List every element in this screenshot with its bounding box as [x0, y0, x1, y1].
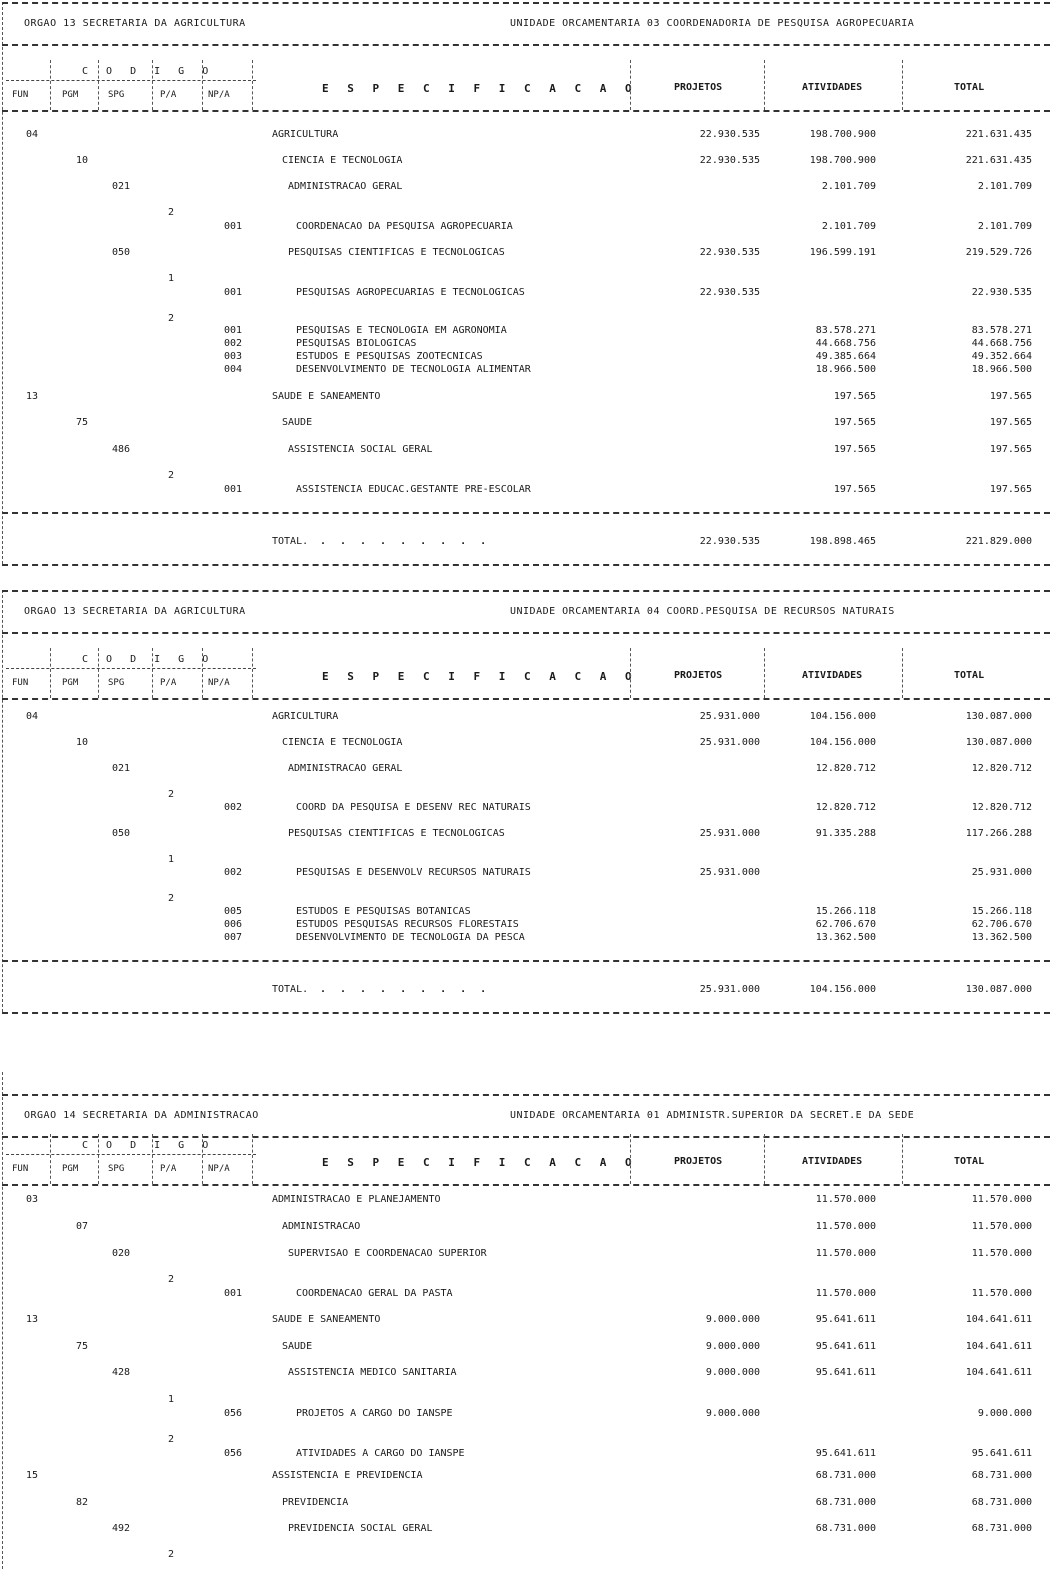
- atividades-value: 95.641.611: [815, 1314, 876, 1325]
- table-row: [2, 287, 1050, 301]
- table-row: [2, 1248, 1050, 1262]
- total-row: [2, 512, 1050, 566]
- atividades-value: 95.641.611: [815, 1367, 876, 1378]
- codigo-divider: [6, 1154, 256, 1155]
- column-divider: [202, 1134, 203, 1184]
- fun-code: 04: [26, 711, 39, 722]
- projetos-header: PROJETOS: [674, 670, 723, 681]
- especificacao-header: E S P E C I F I C A C A O: [322, 1156, 638, 1169]
- total-label: TOTAL.: [272, 536, 309, 547]
- atividades-value: 104.156.000: [809, 711, 876, 722]
- table-row: [2, 129, 1050, 143]
- atividades-value: 11.570.000: [815, 1248, 876, 1259]
- row-description: ASSISTENCIA MEDICO SANITARIA: [288, 1367, 457, 1378]
- row-description: ASSISTENCIA SOCIAL GERAL: [288, 444, 433, 455]
- fun-code: 13: [26, 1314, 39, 1325]
- dot-leader: .........: [320, 984, 501, 995]
- total-value: 11.570.000: [971, 1221, 1032, 1232]
- table-row: [2, 1549, 1050, 1563]
- subheader-fun: FUN: [12, 678, 29, 688]
- atividades-value: 2.101.709: [821, 181, 876, 192]
- subheader-spg: SPG: [108, 90, 125, 100]
- row-description: AGRICULTURA: [272, 129, 339, 140]
- spg-code: 050: [112, 828, 131, 839]
- table-row: [2, 1470, 1050, 1484]
- dot-leader: .........: [320, 536, 501, 547]
- row-description: PESQUISAS E TECNOLOGIA EM AGRONOMIA: [296, 325, 507, 336]
- column-divider: [764, 1134, 765, 1184]
- row-description: COORDENACAO GERAL DA PASTA: [296, 1288, 453, 1299]
- column-divider: [152, 648, 153, 698]
- npa-code: 001: [224, 287, 243, 298]
- spg-code: 021: [112, 181, 131, 192]
- orgao-label: ORGAO 13 SECRETARIA DA AGRICULTURA: [24, 606, 246, 617]
- table-row: [2, 338, 1050, 352]
- row-description: ASSISTENCIA EDUCAC.GESTANTE PRE-ESCOLAR: [296, 484, 531, 495]
- column-divider: [50, 1134, 51, 1184]
- table-row: [2, 1448, 1050, 1462]
- table-row: [2, 1314, 1050, 1328]
- pgm-code: 07: [76, 1221, 89, 1232]
- table-row: [2, 1408, 1050, 1422]
- total-total-value: 221.829.000: [965, 536, 1032, 547]
- total-value: 117.266.288: [965, 828, 1032, 839]
- table-row: [2, 207, 1050, 221]
- projetos-value: 25.931.000: [699, 737, 760, 748]
- atividades-value: 18.966.500: [815, 364, 876, 375]
- table-row: [2, 247, 1050, 261]
- pa-code: 1: [168, 273, 175, 284]
- unidade-label: UNIDADE ORCAMENTARIA 04 COORD.PESQUISA DE RECURSOS NATURAIS: [510, 606, 895, 617]
- total-value: 219.529.726: [965, 247, 1032, 258]
- column-divider: [252, 60, 253, 110]
- row-description: COORD DA PESQUISA E DESENV REC NATURAIS: [296, 802, 531, 813]
- npa-code: 001: [224, 325, 243, 336]
- column-divider: [764, 60, 765, 110]
- atividades-value: 68.731.000: [815, 1523, 876, 1534]
- column-divider: [630, 60, 631, 110]
- row-description: PROJETOS A CARGO DO IANSPE: [296, 1408, 453, 1419]
- npa-code: 005: [224, 906, 243, 917]
- atividades-value: 44.668.756: [815, 338, 876, 349]
- spg-code: 492: [112, 1523, 131, 1534]
- row-description: AGRICULTURA: [272, 711, 339, 722]
- pgm-code: 10: [76, 155, 89, 166]
- total-label: TOTAL.: [272, 984, 309, 995]
- total-header: TOTAL: [954, 82, 985, 93]
- total-value: 11.570.000: [971, 1194, 1032, 1205]
- total-value: 12.820.712: [971, 802, 1032, 813]
- total-projetos-value: 22.930.535: [699, 536, 760, 547]
- projetos-value: 22.930.535: [699, 129, 760, 140]
- table-row: [2, 444, 1050, 458]
- unidade-label: UNIDADE ORCAMENTARIA 01 ADMINISTR.SUPERIOR DA SECRET.E DA SEDE: [510, 1110, 915, 1121]
- npa-code: 002: [224, 802, 243, 813]
- atividades-value: 197.565: [833, 444, 876, 455]
- spg-code: 428: [112, 1367, 131, 1378]
- table-row: [2, 919, 1050, 933]
- atividades-value: 196.599.191: [809, 247, 876, 258]
- row-description: ESTUDOS E PESQUISAS ZOOTECNICAS: [296, 351, 483, 362]
- projetos-value: 22.930.535: [699, 287, 760, 298]
- table-row: [2, 867, 1050, 881]
- subheader-npa: NP/A: [208, 90, 230, 100]
- column-divider: [50, 60, 51, 110]
- total-value: 83.578.271: [971, 325, 1032, 336]
- atividades-value: 11.570.000: [815, 1194, 876, 1205]
- atividades-value: 49.385.664: [815, 351, 876, 362]
- total-value: 221.631.435: [965, 155, 1032, 166]
- total-value: 197.565: [989, 391, 1032, 402]
- total-value: 9.000.000: [977, 1408, 1032, 1419]
- spg-code: 020: [112, 1248, 131, 1259]
- table-row: [2, 155, 1050, 169]
- column-divider: [98, 648, 99, 698]
- row-description: PESQUISAS E DESENVOLV RECURSOS NATURAIS: [296, 867, 531, 878]
- total-value: 197.565: [989, 444, 1032, 455]
- unidade-label: UNIDADE ORCAMENTARIA 03 COORDENADORIA DE PESQUISA AGROPECUARIA: [510, 18, 915, 29]
- subheader-pgm: PGM: [62, 678, 79, 688]
- table-row: [2, 1523, 1050, 1537]
- column-header: [2, 60, 1050, 112]
- npa-code: 004: [224, 364, 243, 375]
- projetos-value: 9.000.000: [705, 1408, 760, 1419]
- row-description: ADMINISTRACAO E PLANEJAMENTO: [272, 1194, 441, 1205]
- especificacao-header: E S P E C I F I C A C A O: [322, 82, 638, 95]
- npa-code: 056: [224, 1448, 243, 1459]
- table-row: [2, 789, 1050, 803]
- row-description: DESENVOLVIMENTO DE TECNOLOGIA DA PESCA: [296, 932, 525, 943]
- total-value: 13.362.500: [971, 932, 1032, 943]
- subheader-pa: P/A: [160, 678, 177, 688]
- pa-code: 2: [168, 207, 175, 218]
- row-description: SAUDE E SANEAMENTO: [272, 1314, 381, 1325]
- table-row: [2, 1221, 1050, 1235]
- total-value: 11.570.000: [971, 1288, 1032, 1299]
- column-divider: [152, 60, 153, 110]
- atividades-value: 11.570.000: [815, 1288, 876, 1299]
- atividades-value: 197.565: [833, 417, 876, 428]
- total-atividades-value: 104.156.000: [809, 984, 876, 995]
- column-header: [2, 1134, 1050, 1186]
- pgm-code: 75: [76, 1341, 89, 1352]
- row-description: CIENCIA E TECNOLOGIA: [282, 155, 403, 166]
- subheader-pa: P/A: [160, 1164, 177, 1174]
- table-row: [2, 802, 1050, 816]
- atividades-value: 198.700.900: [809, 129, 876, 140]
- column-divider: [630, 648, 631, 698]
- atividades-value: 197.565: [833, 391, 876, 402]
- atividades-value: 95.641.611: [815, 1448, 876, 1459]
- projetos-value: 9.000.000: [705, 1341, 760, 1352]
- pa-code: 2: [168, 1434, 175, 1445]
- table-row: [2, 1341, 1050, 1355]
- fun-code: 03: [26, 1194, 39, 1205]
- subheader-pgm: PGM: [62, 90, 79, 100]
- pa-code: 2: [168, 470, 175, 481]
- pgm-code: 82: [76, 1497, 89, 1508]
- npa-code: 002: [224, 338, 243, 349]
- atividades-value: 198.700.900: [809, 155, 876, 166]
- row-description: PREVIDENCIA: [282, 1497, 349, 1508]
- atividades-value: 12.820.712: [815, 763, 876, 774]
- column-divider: [630, 1134, 631, 1184]
- atividades-value: 197.565: [833, 484, 876, 495]
- column-divider: [902, 60, 903, 110]
- pa-code: 2: [168, 893, 175, 904]
- codigo-header: C O D I G O: [82, 1140, 215, 1151]
- pgm-code: 10: [76, 737, 89, 748]
- row-description: ESTUDOS E PESQUISAS BOTANICAS: [296, 906, 471, 917]
- pgm-code: 75: [76, 417, 89, 428]
- column-divider: [902, 648, 903, 698]
- column-divider: [98, 60, 99, 110]
- total-value: 95.641.611: [971, 1448, 1032, 1459]
- table-row: [2, 1497, 1050, 1511]
- projetos-value: 25.931.000: [699, 711, 760, 722]
- total-value: 130.087.000: [965, 711, 1032, 722]
- total-value: 68.731.000: [971, 1470, 1032, 1481]
- row-description: PESQUISAS CIENTIFICAS E TECNOLOGICAS: [288, 828, 505, 839]
- subheader-fun: FUN: [12, 90, 29, 100]
- total-value: 2.101.709: [977, 221, 1032, 232]
- fun-code: 15: [26, 1470, 39, 1481]
- total-value: 104.641.611: [965, 1314, 1032, 1325]
- row-description: COORDENACAO DA PESQUISA AGROPECUARIA: [296, 221, 513, 232]
- atividades-value: 83.578.271: [815, 325, 876, 336]
- codigo-header: C O D I G O: [82, 66, 215, 77]
- spg-code: 050: [112, 247, 131, 258]
- row-description: SAUDE: [282, 417, 313, 428]
- table-row: [2, 854, 1050, 868]
- total-value: 11.570.000: [971, 1248, 1032, 1259]
- fun-code: 04: [26, 129, 39, 140]
- npa-code: 001: [224, 1288, 243, 1299]
- total-value: 197.565: [989, 484, 1032, 495]
- table-row: [2, 1288, 1050, 1302]
- total-value: 15.266.118: [971, 906, 1032, 917]
- table-row: [2, 364, 1050, 378]
- orgao-label: ORGAO 13 SECRETARIA DA AGRICULTURA: [24, 18, 246, 29]
- row-description: ADMINISTRACAO GERAL: [288, 181, 403, 192]
- table-row: [2, 181, 1050, 195]
- atividades-value: 15.266.118: [815, 906, 876, 917]
- row-description: ESTUDOS PESQUISAS RECURSOS FLORESTAIS: [296, 919, 519, 930]
- total-value: 68.731.000: [971, 1497, 1032, 1508]
- column-divider: [252, 648, 253, 698]
- npa-code: 003: [224, 351, 243, 362]
- table-row: [2, 1194, 1050, 1208]
- especificacao-header: E S P E C I F I C A C A O: [322, 670, 638, 683]
- column-divider: [152, 1134, 153, 1184]
- total-total-value: 130.087.000: [965, 984, 1032, 995]
- column-divider: [902, 1134, 903, 1184]
- orgao-label: ORGAO 14 SECRETARIA DA ADMINISTRACAO: [24, 1110, 259, 1121]
- table-row: [2, 906, 1050, 920]
- table-row: [2, 325, 1050, 339]
- total-value: 130.087.000: [965, 737, 1032, 748]
- row-description: DESENVOLVIMENTO DE TECNOLOGIA ALIMENTAR: [296, 364, 531, 375]
- total-header: TOTAL: [954, 670, 985, 681]
- row-description: ASSISTENCIA E PREVIDENCIA: [272, 1470, 423, 1481]
- column-divider: [764, 648, 765, 698]
- row-description: PESQUISAS CIENTIFICAS E TECNOLOGICAS: [288, 247, 505, 258]
- subheader-fun: FUN: [12, 1164, 29, 1174]
- atividades-value: 2.101.709: [821, 221, 876, 232]
- table-row: [2, 737, 1050, 751]
- subheader-npa: NP/A: [208, 678, 230, 688]
- row-description: SAUDE: [282, 1341, 313, 1352]
- projetos-header: PROJETOS: [674, 1156, 723, 1167]
- row-description: ATIVIDADES A CARGO DO IANSPE: [296, 1448, 465, 1459]
- table-row: [2, 470, 1050, 484]
- atividades-value: 104.156.000: [809, 737, 876, 748]
- section-header: [2, 590, 1050, 634]
- atividades-value: 62.706.670: [815, 919, 876, 930]
- table-row: [2, 711, 1050, 725]
- total-value: 221.631.435: [965, 129, 1032, 140]
- npa-code: 056: [224, 1408, 243, 1419]
- atividades-value: 68.731.000: [815, 1470, 876, 1481]
- row-description: ADMINISTRACAO: [282, 1221, 361, 1232]
- table-row: [2, 763, 1050, 777]
- atividades-value: 11.570.000: [815, 1221, 876, 1232]
- column-divider: [202, 648, 203, 698]
- pa-code: 2: [168, 313, 175, 324]
- codigo-divider: [6, 668, 256, 669]
- table-row: [2, 351, 1050, 365]
- column-divider: [98, 1134, 99, 1184]
- atividades-header: ATIVIDADES: [802, 1156, 863, 1167]
- total-value: 197.565: [989, 417, 1032, 428]
- subheader-pa: P/A: [160, 90, 177, 100]
- section-header: [2, 2, 1050, 46]
- column-header: [2, 648, 1050, 700]
- subheader-spg: SPG: [108, 1164, 125, 1174]
- total-value: 18.966.500: [971, 364, 1032, 375]
- row-description: ADMINISTRACAO GERAL: [288, 763, 403, 774]
- npa-code: 001: [224, 484, 243, 495]
- pa-code: 2: [168, 1549, 175, 1560]
- projetos-header: PROJETOS: [674, 82, 723, 93]
- row-description: PESQUISAS AGROPECUARIAS E TECNOLOGICAS: [296, 287, 525, 298]
- budget-section: [2, 1072, 1050, 1569]
- table-row: [2, 1274, 1050, 1288]
- subheader-spg: SPG: [108, 678, 125, 688]
- atividades-value: 68.731.000: [815, 1497, 876, 1508]
- pa-code: 1: [168, 854, 175, 865]
- section-header: [2, 1094, 1050, 1138]
- total-atividades-value: 198.898.465: [809, 536, 876, 547]
- projetos-value: 22.930.535: [699, 247, 760, 258]
- codigo-header: C O D I G O: [82, 654, 215, 665]
- total-value: 2.101.709: [977, 181, 1032, 192]
- row-description: PREVIDENCIA SOCIAL GERAL: [288, 1523, 433, 1534]
- table-row: [2, 484, 1050, 498]
- table-row: [2, 1434, 1050, 1448]
- npa-code: 002: [224, 867, 243, 878]
- atividades-value: 95.641.611: [815, 1341, 876, 1352]
- row-description: PESQUISAS BIOLOGICAS: [296, 338, 417, 349]
- total-value: 49.352.664: [971, 351, 1032, 362]
- projetos-value: 9.000.000: [705, 1367, 760, 1378]
- total-header: TOTAL: [954, 1156, 985, 1167]
- pa-code: 2: [168, 1274, 175, 1285]
- column-divider: [202, 60, 203, 110]
- budget-section: [2, 590, 1050, 1012]
- codigo-divider: [6, 80, 256, 81]
- column-divider: [252, 1134, 253, 1184]
- atividades-header: ATIVIDADES: [802, 670, 863, 681]
- projetos-value: 25.931.000: [699, 828, 760, 839]
- total-value: 62.706.670: [971, 919, 1032, 930]
- total-value: 104.641.611: [965, 1367, 1032, 1378]
- table-row: [2, 932, 1050, 946]
- table-row: [2, 391, 1050, 405]
- table-row: [2, 417, 1050, 431]
- fun-code: 13: [26, 391, 39, 402]
- row-description: CIENCIA E TECNOLOGIA: [282, 737, 403, 748]
- table-row: [2, 221, 1050, 235]
- table-row: [2, 1394, 1050, 1408]
- npa-code: 001: [224, 221, 243, 232]
- table-row: [2, 893, 1050, 907]
- projetos-value: 25.931.000: [699, 867, 760, 878]
- budget-section: [2, 2, 1050, 564]
- total-projetos-value: 25.931.000: [699, 984, 760, 995]
- subheader-pgm: PGM: [62, 1164, 79, 1174]
- atividades-header: ATIVIDADES: [802, 82, 863, 93]
- spg-code: 486: [112, 444, 131, 455]
- pa-code: 2: [168, 789, 175, 800]
- atividades-value: 91.335.288: [815, 828, 876, 839]
- projetos-value: 9.000.000: [705, 1314, 760, 1325]
- table-row: [2, 273, 1050, 287]
- total-value: 25.931.000: [971, 867, 1032, 878]
- atividades-value: 13.362.500: [815, 932, 876, 943]
- table-row: [2, 1367, 1050, 1381]
- subheader-npa: NP/A: [208, 1164, 230, 1174]
- row-description: SUPERVISAO E COORDENACAO SUPERIOR: [288, 1248, 487, 1259]
- spg-code: 021: [112, 763, 131, 774]
- table-row: [2, 828, 1050, 842]
- total-value: 44.668.756: [971, 338, 1032, 349]
- total-value: 22.930.535: [971, 287, 1032, 298]
- total-row: [2, 960, 1050, 1014]
- atividades-value: 12.820.712: [815, 802, 876, 813]
- pa-code: 1: [168, 1394, 175, 1405]
- column-divider: [50, 648, 51, 698]
- total-value: 104.641.611: [965, 1341, 1032, 1352]
- total-value: 68.731.000: [971, 1523, 1032, 1534]
- npa-code: 007: [224, 932, 243, 943]
- npa-code: 006: [224, 919, 243, 930]
- row-description: SAUDE E SANEAMENTO: [272, 391, 381, 402]
- projetos-value: 22.930.535: [699, 155, 760, 166]
- total-value: 12.820.712: [971, 763, 1032, 774]
